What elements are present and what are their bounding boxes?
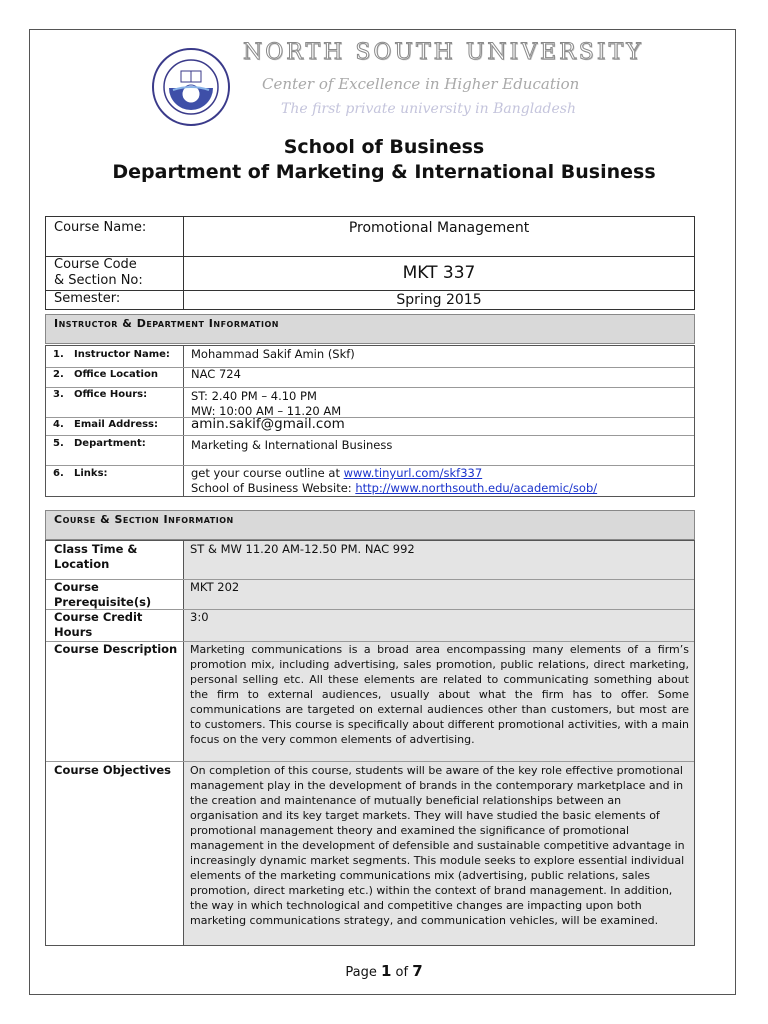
school-website-text: School of Business Website:	[191, 481, 356, 495]
links-label: Links:	[74, 468, 108, 479]
course-code-label-2: & Section No:	[54, 273, 143, 288]
row-number: 6.	[53, 468, 64, 479]
school-title: School of Business	[283, 136, 485, 158]
department-label: Department:	[74, 438, 146, 449]
university-name: NORTH SOUTH UNIVERSITY	[243, 40, 644, 65]
department-title: Department of Marketing & International Business	[112, 161, 656, 183]
class-time-label: Class Time & Location	[54, 542, 138, 571]
page-word: Page	[345, 965, 377, 980]
course-section-header: Course & Section Information	[45, 510, 695, 540]
office-hours-label: Office Hours:	[74, 389, 148, 400]
course-name-value: Promotional Management	[348, 220, 530, 236]
course-outline-line	[191, 466, 482, 481]
course-name-label: Course Name:	[54, 220, 147, 235]
credit-hours-label: Course Credit Hours	[54, 610, 143, 639]
prerequisite-value: MKT 202	[190, 580, 240, 594]
course-objectives-label: Course Objectives	[54, 763, 171, 777]
course-outline-text: get your course outline at	[191, 466, 344, 480]
course-info-box	[45, 216, 695, 310]
university-motto: Center of Excellence in Higher Education	[262, 75, 580, 93]
row-number: 1.	[53, 349, 64, 360]
row-number: 5.	[53, 438, 64, 449]
course-objectives-value: On completion of this course, students will be aware of the key role effective promotional management play in the development of brands in the contemporary marketplace and in the creation and maintenance of mutually beneficial relationships between an organisation and its key target markets. They will have studied the basic elements of promotional management theory and examined the significance of promotional management in the development of defensible and sustainable competitive advantage in increasingly dynamic market segments. This module seeks to explore essential individual elements of the marketing communications mix (advertising, public relations, sales promotion, direct marketing etc.) within the context of brand management. In addition, the way in which technological and competitive changes are impacting upon both marketing communications strategy, and communication vehicles, will be examined.	[190, 764, 685, 927]
university-seal-logo	[151, 44, 231, 130]
course-section-table	[45, 540, 695, 946]
school-website-line	[191, 481, 597, 496]
row-number: 2.	[53, 369, 64, 380]
course-description-label: Course Description	[54, 642, 178, 656]
university-tagline: The first private university in Bangladesh	[281, 101, 577, 117]
course-code-label-1: Course Code	[54, 257, 137, 272]
page-number	[0, 962, 768, 980]
semester-label: Semester:	[54, 291, 121, 306]
office-hours-line-2: MW: 10:00 AM – 11.20 AM	[191, 404, 342, 418]
department-value: Marketing & International Business	[191, 438, 393, 452]
credit-hours-value: 3:0	[190, 610, 209, 624]
instructor-name-label: Instructor Name:	[74, 349, 170, 360]
email-label: Email Address:	[74, 419, 159, 430]
instructor-table	[45, 345, 695, 497]
course-code-value: MKT 337	[402, 263, 476, 283]
page-total: 7	[412, 962, 423, 980]
page-current: 1	[380, 962, 392, 980]
office-location-label: Office Location	[74, 369, 158, 380]
office-hours-line-1: ST: 2.40 PM – 4.10 PM	[191, 389, 317, 403]
prerequisite-label: Course Prerequisite(s)	[54, 580, 152, 609]
instructor-name-value: Mohammad Sakif Amin (Skf)	[191, 347, 355, 361]
of-word: of	[395, 965, 409, 980]
class-time-value: ST & MW 11.20 AM-12.50 PM. NAC 992	[190, 542, 415, 556]
semester-value: Spring 2015	[396, 292, 482, 308]
course-outline-link[interactable]: www.tinyurl.com/skf337	[343, 466, 483, 480]
school-website-link[interactable]: http://www.northsouth.edu/academic/sob/	[355, 481, 598, 495]
instructor-section-header: Instructor & Department Information	[45, 314, 695, 344]
email-value: amin.sakif@gmail.com	[191, 416, 345, 432]
office-location-value: NAC 724	[191, 367, 241, 381]
row-number: 4.	[53, 419, 64, 430]
row-number: 3.	[53, 389, 64, 400]
course-description-value: Marketing communications is a broad area encompassing many elements of a firm’s promotion mix, including advertising, sales promotion, public relations, direct marketing, personal selling etc. All these elements are related to communicating something about the firm to external audiences, usually about what the firm has to offer. Some communications are targeted on external audiences other than customers, but most are to customers. This course is specifically about different promotional activities, with a main focus on the very common elements of advertising.	[190, 643, 689, 746]
